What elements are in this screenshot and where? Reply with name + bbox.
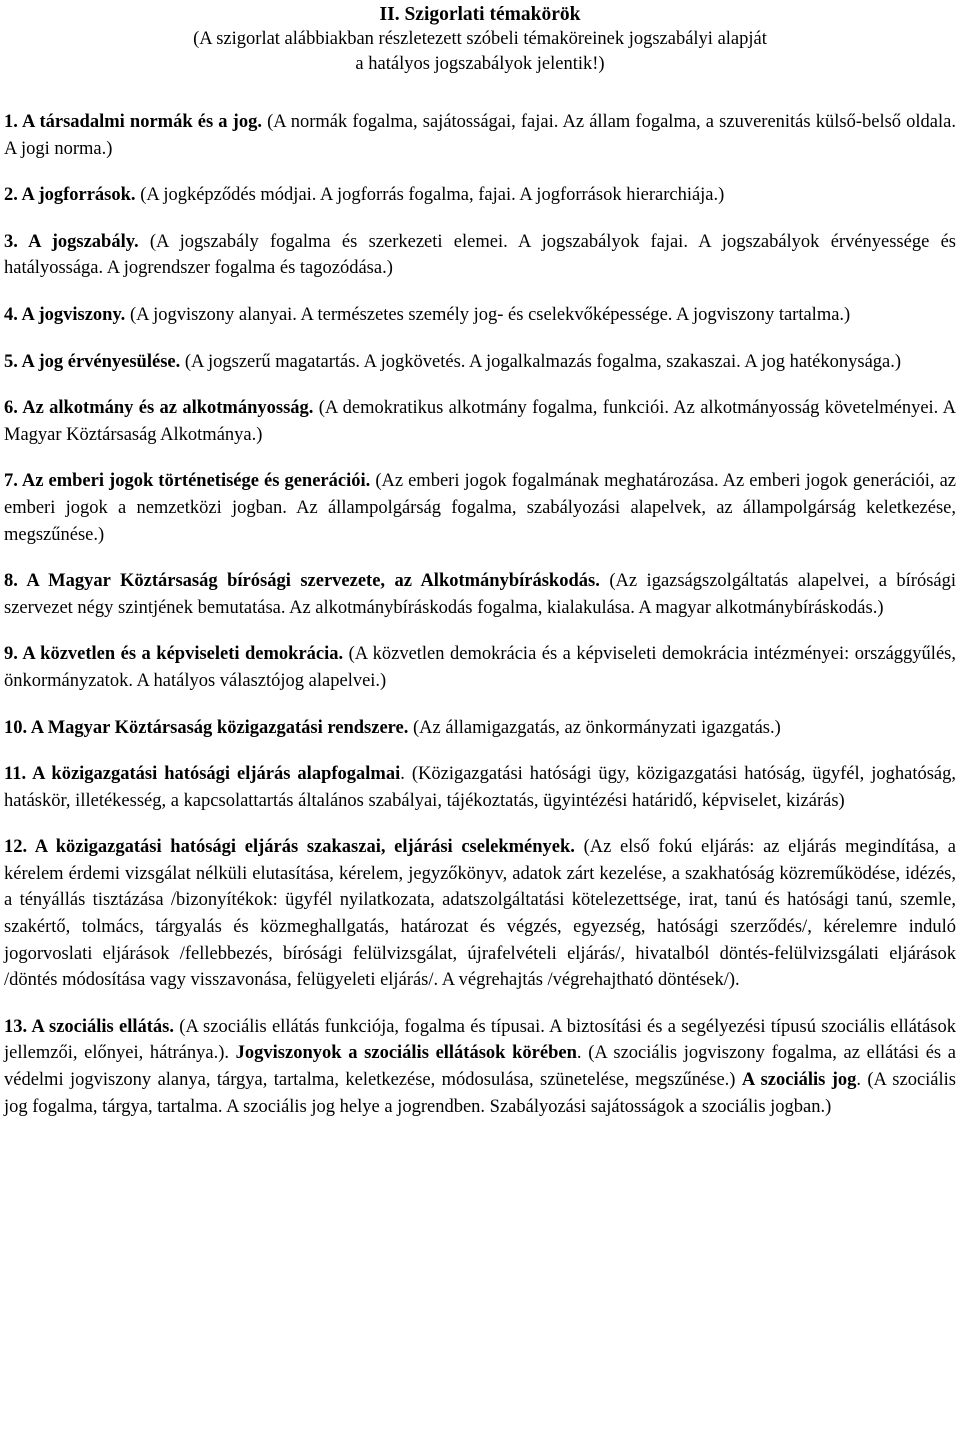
topic-item xyxy=(4,395,956,448)
heading-subtitle-line-1: (A szigorlat alábbiakban részletezett szóbeli témaköreinek jogszabályi alapját xyxy=(193,29,767,49)
topic-item xyxy=(4,349,956,376)
topic-description: . (Közigazgatási hatósági ügy, közigazgatási hatóság, ügyfél, joghatóság, hatáskör, illetékesség, a kapcsolattartás általános szabályai, tájékoztatás, ügyintézési határidő, képviselet, kizárás) xyxy=(4,764,957,811)
topic-item xyxy=(4,761,956,814)
topic-item xyxy=(4,834,956,994)
topic-item xyxy=(4,302,956,329)
topic-item xyxy=(4,182,956,209)
topic-description: (Az államigazgatás, az önkormányzati igazgatás.) xyxy=(408,717,781,738)
topic-title: 1. A társadalmi normák és a jog. xyxy=(4,112,262,132)
topic-description: . (A szociális jog fogalma, tárgya, tartalma. A szociális jog helye a jogrendben. Szabályozási sajátosságok a szociális jogban.) xyxy=(4,1070,956,1117)
topic-description: (A jogszabály fogalma és szerkezeti elemei. A jogszabályok fajai. A jogszabályok érvényessége és hatályossága. A jogrendszer fogalma és tagozódása.) xyxy=(4,231,956,279)
topic-title: 12. A közigazgatási hatósági eljárás szakaszai, eljárási cselekmények. xyxy=(4,837,575,858)
topic-title: 7. Az emberi jogok történetisége és generációi. xyxy=(4,471,371,492)
topic-description: (Az emberi jogok fogalmának meghatározása. Az emberi jogok generációi, az emberi jogok a nemzetközi jogban. Az állampolgárság fogalma, szabályozási alapelvek, az állampolgárság keletkezése, megszűnése.) xyxy=(4,471,956,545)
topic-title: 8. A Magyar Köztársaság bírósági szervezete, az Alkotmánybíráskodás. xyxy=(4,571,600,592)
topic-title: 3. A jogszabály. xyxy=(4,231,139,252)
heading-subtitle-line-2: a hatályos jogszabályok jelentik!) xyxy=(355,54,605,74)
topic-title: 5. A jog érvényesülése. xyxy=(4,351,181,372)
topic-title: 10. A Magyar Köztársaság közigazgatási rendszere. xyxy=(4,717,409,738)
topic-list xyxy=(4,109,956,1120)
topic-description: (A jogszerű magatartás. A jogkövetés. A jogalkalmazás fogalma, szakaszai. A jog hatékonysága.) xyxy=(180,351,902,372)
topic-item xyxy=(4,109,956,162)
topic-item xyxy=(4,568,956,621)
topic-description: (A szociális ellátás funkciója, fogalma és típusai. A biztosítási és a segélyezési típusú szociális ellátások jellemzői, előnyei, hátránya.). xyxy=(4,1016,956,1064)
topic-description: (A demokratikus alkotmány fogalma, funkciói. Az alkotmányosság követelményei. A Magyar Köztársaság Alkotmánya.) xyxy=(4,398,956,445)
document-heading xyxy=(4,0,956,77)
topic-title: Jogviszonyok a szociális ellátások körében xyxy=(235,1043,577,1064)
heading-title: II. Szigorlati témakörök xyxy=(379,4,581,25)
topic-title: 13. A szociális ellátás. xyxy=(4,1016,174,1037)
topic-title: 6. Az alkotmány és az alkotmányosság. xyxy=(4,398,314,419)
topic-description: (Az első fokú eljárás: az eljárás megindítása, a kérelem érdemi vizsgálat nélküli elutasítása, kérelem, jegyzőkönyv, adatok zárt kezelése, a szakhatóság közreműködése, idézés, a tényállás tisztázása /bizonyítékok: ügyfél nyilatkozata, adatszolgáltatási kötelezettsége, irat, tanú és hatósági tanú, szemle, szakértő, tolmács, tárgyalás és közmeghallgatás, határozat és végzés, egyezség, hatósági szerződés/, kérelemre induló jogorvoslati eljárások /fellebbezés, bírósági felülvizsgálat, újrafelvételi eljárás/, hivatalból döntés-felülvizsgálati eljárások /döntés módosítása vagy visszavonása, felügyeleti eljárás/. A végrehajtás /végrehajtható döntések/). xyxy=(4,837,957,991)
topic-item xyxy=(4,1014,956,1120)
topic-item xyxy=(4,641,956,694)
topic-description: . (A szociális jogviszony fogalma, az ellátási és a védelmi jogviszony alanya, tárgya, tartalma, keletkezése, módosulása, szünetelése, megszűnése.) xyxy=(4,1043,956,1091)
topic-description: (Az igazságszolgáltatás alapelvei, a bírósági szervezet négy szintjének bemutatása. Az alkotmánybíráskodás fogalma, kialakulása. A magyar alkotmánybíráskodás.) xyxy=(4,571,956,618)
topic-item xyxy=(4,229,956,282)
topic-description: (A közvetlen demokrácia és a képviseleti demokrácia intézményei: országgyűlés, önkormányzatok. A hatályos választójog alapelvei.) xyxy=(4,644,956,691)
topic-description: (A jogviszony alanyai. A természetes személy jog- és cselekvőképessége. A jogviszony tartalma.) xyxy=(125,304,851,325)
topic-description: (A normák fogalma, sajátosságai, fajai. Az állam fogalma, a szuverenitás külső-belső oldala. A jogi norma.) xyxy=(4,112,956,159)
topic-title: A szociális jog xyxy=(741,1070,857,1091)
topic-title: 4. A jogviszony. xyxy=(4,304,126,325)
topic-title: 2. A jogforrások. xyxy=(4,185,136,206)
topic-item xyxy=(4,468,956,548)
topic-title: 11. A közigazgatási hatósági eljárás alapfogalmai xyxy=(4,764,401,785)
topic-item xyxy=(4,715,956,742)
topic-description: (A jogképződés módjai. A jogforrás fogalma, fajai. A jogforrások hierarchiája.) xyxy=(135,185,725,206)
topic-title: 9. A közvetlen és a képviseleti demokrácia. xyxy=(4,644,344,665)
